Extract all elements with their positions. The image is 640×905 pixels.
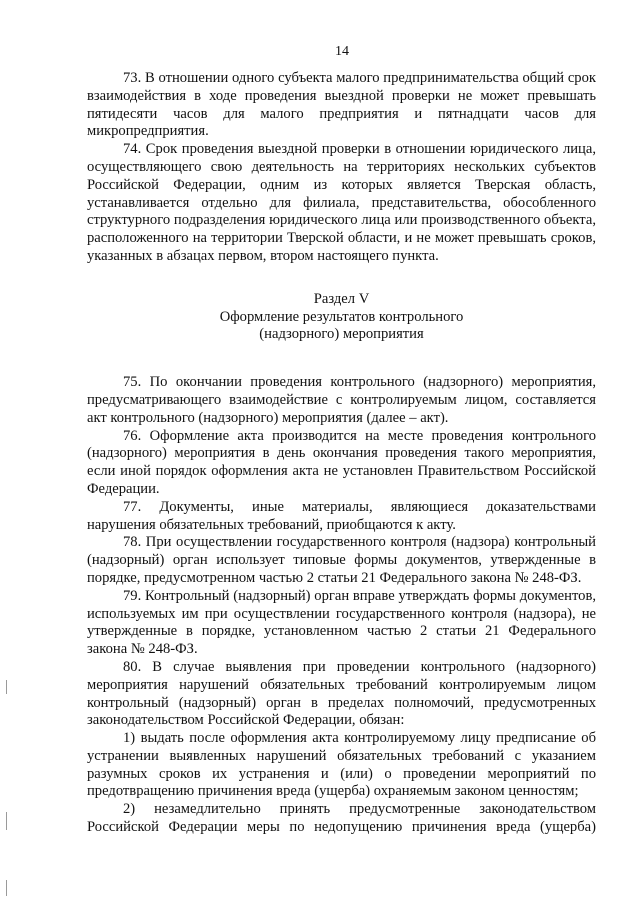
paragraph-75: 75. По окончании проведения контрольного (надзорного) мероприятия, предусматривающего взаимодействие с контролируемым лицом, составляется акт контрольного (надзорного) мероприятия (далее – акт).	[87, 374, 596, 426]
paragraph-78: 78. При осуществлении государственного контроля (надзора) контрольный (надзорный) орган использует типовые формы документов, утвержденные в порядке, предусмотренном частью 2 статьи 21 Федерального закона № 248-ФЗ.	[87, 534, 596, 586]
margin-mark-2	[6, 812, 7, 830]
paragraph-73: 73. В отношении одного субъекта малого предпринимательства общий срок взаимодействия в ходе проведения выездной проверки не может превышать пятидесяти часов для малого предприятия и пятнадцати часов для микропредприятия.	[87, 70, 596, 140]
paragraph-77: 77. Документы, иные материалы, являющиеся доказательствами нарушения обязательных требований, приобщаются к акту.	[87, 498, 596, 533]
paragraph-80: 80. В случае выявления при проведении контрольного (надзорного) мероприятия нарушений обязательных требований контролируемым лицом контрольный (надзорный) орган в пределах полномочий, предусмотренных законодательством Российской Федерации, обязан:	[87, 658, 596, 729]
section-heading	[87, 291, 596, 344]
paragraph-79: 79. Контрольный (надзорный) орган вправе утверждать формы документов, используемых им при осуществлении государственного контроля (надзора), не утвержденные в порядке, установленном частью 2 статьи 21 Федерального закона № 248-ФЗ.	[87, 587, 596, 658]
paragraph-80-item-1: 1) выдать после оформления акта контролируемому лицу предписание об устранении выявленных нарушений обязательных требований с указанием разумных сроков их устранения и (или) о проведении мероприятий по предотвращению причинения вреда (ущерба) охраняемым законом ценностям;	[87, 730, 596, 800]
paragraph-74: 74. Срок проведения выездной проверки в отношении юридического лица, осуществляющего свою деятельность на территориях нескольких субъектов Российской Федерации, одним из которых является Тверская область, устанавливается отдельно для филиала, представительства, обособленного структурного подразделения юридического лица или производственного объекта, расположенного на территории Тверской области, и не может превышать сроков, указанных в абзацах первом, втором настоящего пункта.	[87, 141, 596, 264]
section-title-line-1: Оформление результатов контрольного	[219, 308, 464, 325]
page-number: 14	[335, 44, 349, 59]
paragraph-76: 76. Оформление акта производится на месте проведения контрольного (надзорного) мероприятия в день окончания проведения такого мероприятия, если иной порядок оформления акта не установлен Правительством Российской Федерации.	[87, 427, 596, 497]
section-title-line-2: (надзорного) мероприятия	[259, 326, 424, 343]
margin-mark-1	[6, 680, 7, 694]
document-body	[87, 70, 596, 837]
margin-mark-3	[6, 880, 7, 896]
section-label: Раздел V	[313, 290, 370, 307]
paragraph-80-item-2: 2) незамедлительно принять предусмотренные законодательством Российской Федерации меры по недопущению причинения вреда (ущерба)	[87, 801, 596, 836]
